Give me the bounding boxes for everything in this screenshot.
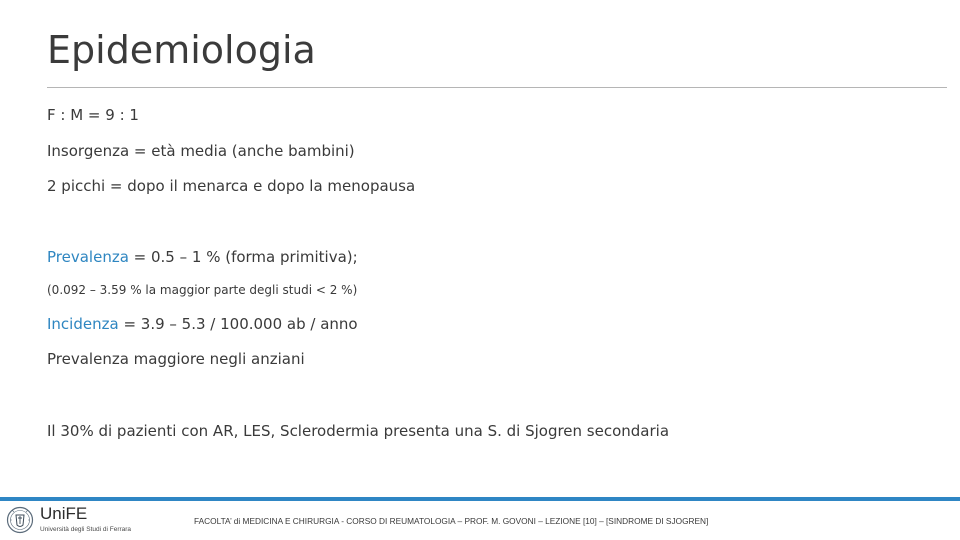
peaks-line: 2 picchi = dopo il menarca e dopo la menopausa [47,177,416,195]
prevalence-keyword: Prevalenza [47,248,129,266]
elderly-prevalence-line: Prevalenza maggiore negli anziani [47,350,305,368]
prevalence-line [47,248,358,266]
university-seal-icon [6,505,34,535]
secondary-sjogren-line: Il 30% di pazienti con AR, LES, Sclerodermia presenta una S. di Sjogren secondaria [47,422,670,440]
prevalence-note-line: (0.092 – 3.59 % la maggior parte degli studi < 2 %) [47,283,358,297]
unife-logo [4,503,154,539]
footer-bar [0,497,960,501]
incidence-value: = 3.9 – 5.3 / 100.000 ab / anno [118,315,358,333]
logo-subtitle: Università degli Studi di Ferrara [40,526,132,533]
prevalence-value: = 0.5 – 1 % (forma primitiva); [128,248,358,266]
incidence-keyword: Incidenza [47,315,119,333]
incidence-line [47,315,358,333]
ratio-line: F : M = 9 : 1 [47,106,139,124]
footer-course-info: FACOLTA’ di MEDICINA E CHIRURGIA - CORSO DI REUMATOLOGIA – PROF. M. GOVONI – LEZIONE [10] – [SINDROME DI SJOGREN] [194,516,709,526]
slide-title: Epidemiologia [47,28,316,72]
title-divider [47,87,947,88]
onset-line: Insorgenza = età media (anche bambini) [47,142,355,160]
logo-name: UniFE [40,504,88,523]
